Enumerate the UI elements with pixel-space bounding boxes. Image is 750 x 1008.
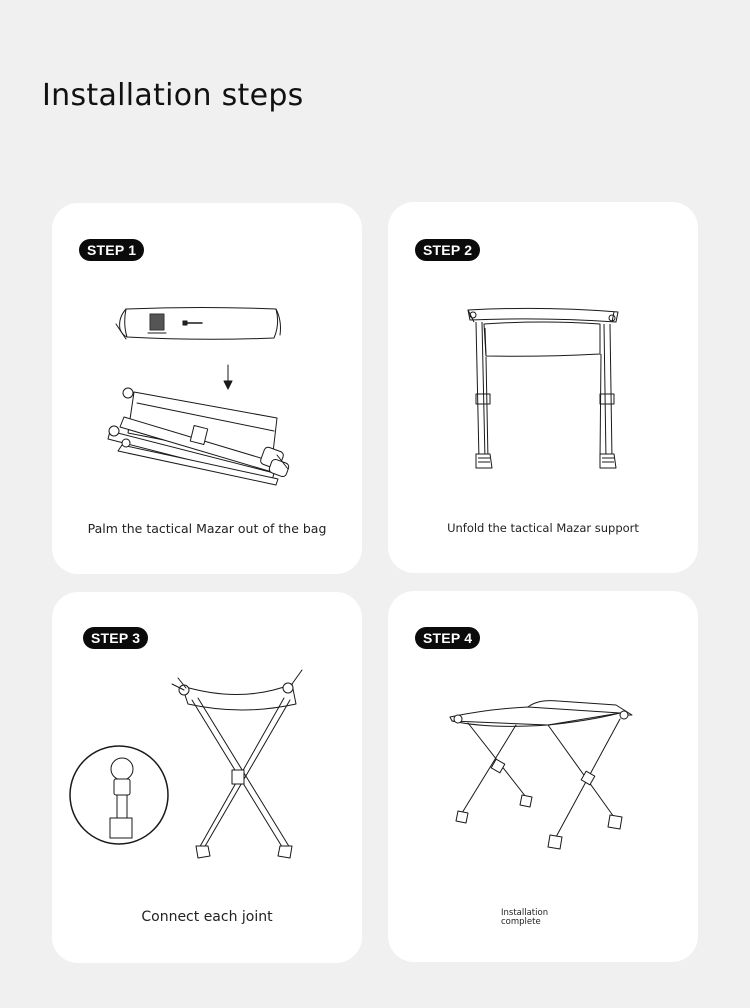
x-frame-stool-drawing	[172, 670, 302, 858]
assembled-stool-drawing	[450, 701, 632, 849]
step-1-caption: Palm the tactical Mazar out of the bag	[87, 521, 327, 536]
step-4-illustration	[388, 591, 698, 962]
step-2-card	[388, 202, 698, 573]
step-4-caption: Installation complete	[501, 908, 549, 927]
step-2-badge: STEP 2	[415, 239, 480, 261]
joint-detail-callout	[70, 746, 168, 844]
step-1-illustration	[52, 203, 362, 574]
storage-bag-drawing	[116, 308, 281, 340]
down-arrow-icon	[224, 365, 232, 389]
step-3-badge: STEP 3	[83, 627, 148, 649]
folded-stool-drawing	[108, 388, 290, 485]
step-1-card	[52, 203, 362, 574]
step-4-badge: STEP 4	[415, 627, 480, 649]
step-3-card	[52, 592, 362, 963]
step-2-illustration	[388, 202, 698, 573]
step-4-card	[388, 591, 698, 962]
step-2-caption: Unfold the tactical Mazar support	[447, 521, 639, 535]
step-1-badge: STEP 1	[79, 239, 144, 261]
step-3-caption: Connect each joint	[141, 909, 273, 925]
step-3-illustration	[52, 592, 362, 963]
page-title: Installation steps	[42, 78, 304, 113]
unfolded-stool-drawing	[468, 308, 618, 468]
